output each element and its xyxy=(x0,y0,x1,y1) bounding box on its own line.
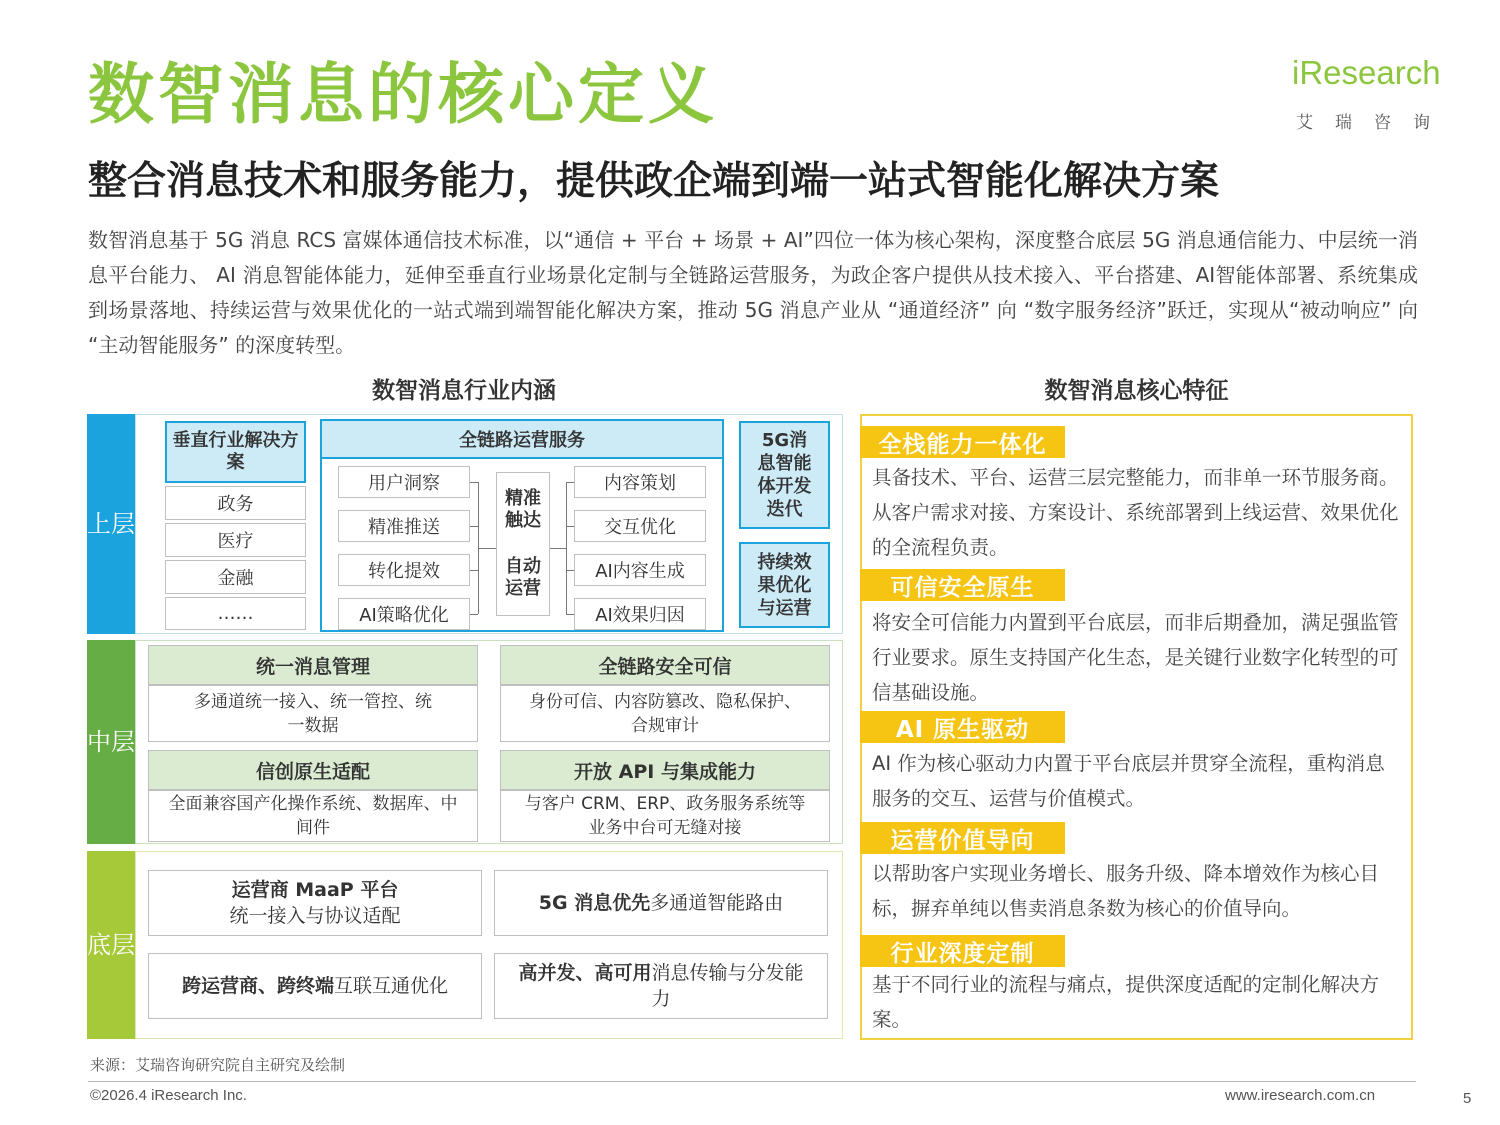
feature-tag-industry-custom: 行业深度定制 xyxy=(860,935,1065,967)
agent-dev-box: 5G消息智能体开发迭代 xyxy=(739,421,830,529)
right-section-heading: 数智消息核心特征 xyxy=(1044,378,1229,404)
feature-text-fullstack: 具备技术、平台、运营三层完整能力，而非单一环节服务商。从客户需求对接、方案设计、系统部署到上线运营、效果优化的全流程负责。 xyxy=(872,466,1399,559)
bottom-box-interop-bold: 跨运营商、跨终端 xyxy=(181,975,334,997)
footer-divider xyxy=(88,1081,1416,1082)
ops-left-item-2: 精准推送 xyxy=(338,510,470,542)
page-subtitle: 整合消息技术和服务能力，提供政企端到端一站式智能化解决方案 xyxy=(88,159,1220,204)
continuous-optimization-box: 持续效果优化与运营 xyxy=(739,542,830,628)
feature-tag-security: 可信安全原生 xyxy=(860,569,1065,601)
bottom-box-maap-bold: 运营商 MaaP 平台 xyxy=(231,879,399,901)
source-note: 来源：艾瑞咨询研究院自主研究及绘制 xyxy=(90,1056,346,1074)
ops-left-item-3: 转化提效 xyxy=(338,554,470,586)
bottom-box-concurrency xyxy=(494,953,828,1019)
vertical-item-medical: 医疗 xyxy=(165,523,306,557)
bottom-box-routing-rest: 多通道智能路由 xyxy=(650,892,784,914)
ops-center-top: 精准触达 xyxy=(505,488,541,531)
connector-left-tick-1 xyxy=(470,482,478,483)
connector-left-tick-2 xyxy=(470,526,478,527)
ops-right-item-3: AI内容生成 xyxy=(574,554,706,586)
ops-center-bottom: 自动运营 xyxy=(505,556,541,599)
logo-word: iResearch xyxy=(1292,54,1441,91)
vertical-solutions-head: 垂直行业解决方案 xyxy=(165,421,306,483)
connector-left-tick-4 xyxy=(470,614,478,615)
intro-paragraph: 数智消息基于 5G 消息 RCS 富媒体通信技术标准，以“通信 + 平台 + 场景 + AI”四位一体为核心架构，深度整合底层 5G 消息通信能力、中层统一消息平台能力、 AI 消息智能体能力，延伸至垂直行业场景化定制与全链路运营服务，为政企客户提供从技术接入、平台搭建、AI智能体部署、系统集成到场景落地、持续运营与效果优化的一站式端到端智能化解决方案，推动 5G 消息产业从 “通道经济” 向 “数字服务经济”跃迁，实现从“被动响应” 向 “主动智能服务” 的深度转型。 xyxy=(88,228,1418,357)
bottom-box-concurrency-bold: 高并发、高可用 xyxy=(518,962,652,984)
ops-service-head: 全链路运营服务 xyxy=(320,419,724,459)
ops-right-item-1: 内容策划 xyxy=(574,466,706,498)
middle-block-3-body: 全面兼容国产化操作系统、数据库、中间件 xyxy=(148,790,478,842)
feature-text-ai-native: AI 作为核心驱动力内置于平台底层并贯穿全流程，重构消息服务的交互、运营与价值模式。 xyxy=(872,752,1385,810)
ops-right-item-4: AI效果归因 xyxy=(574,598,706,630)
connector-right-vertical xyxy=(566,482,567,614)
connector-right-tick-2 xyxy=(566,526,574,527)
layer-label-bottom: 底层 xyxy=(87,851,135,1039)
ops-left-item-1: 用户洞察 xyxy=(338,466,470,498)
feature-tag-fullstack: 全栈能力一体化 xyxy=(860,426,1065,458)
bottom-box-maap xyxy=(148,870,482,936)
connector-right-tick-3 xyxy=(566,570,574,571)
connector-left-tick-3 xyxy=(470,570,478,571)
middle-block-4-body: 与客户 CRM、ERP、政务服务系统等业务中台可无缝对接 xyxy=(500,790,830,842)
page-title: 数智消息的核心定义 xyxy=(88,56,718,133)
bottom-box-routing xyxy=(494,870,828,936)
ops-right-item-2: 交互优化 xyxy=(574,510,706,542)
bottom-box-maap-rest: 统一接入与协议适配 xyxy=(229,905,401,927)
copyright: ©2026.4 iResearch Inc. xyxy=(90,1087,247,1104)
page-number: 5 xyxy=(1463,1090,1472,1107)
feature-tag-ai-native: AI 原生驱动 xyxy=(860,711,1065,743)
feature-text-operation-value: 以帮助客户实现业务增长、服务升级、降本增效作为核心目标，摒弃单纯以售卖消息条数为核心的价值导向。 xyxy=(872,862,1380,920)
ops-left-item-4: AI策略优化 xyxy=(338,598,470,630)
bottom-box-routing-bold: 5G 消息优先 xyxy=(538,892,651,914)
layer-label-middle: 中层 xyxy=(87,640,135,844)
feature-text-industry-custom: 基于不同行业的流程与痛点，提供深度适配的定制化解决方案。 xyxy=(872,973,1380,1031)
vertical-item-gov: 政务 xyxy=(165,486,306,520)
iresearch-logo xyxy=(1288,48,1458,134)
connector-left-mid xyxy=(478,548,496,549)
middle-block-1-body: 多通道统一接入、统一管控、统一数据 xyxy=(148,685,478,742)
middle-block-1-head: 统一消息管理 xyxy=(148,645,478,685)
middle-block-4-head: 开放 API 与集成能力 xyxy=(500,750,830,790)
feature-text-security: 将安全可信能力内置到平台底层，而非后期叠加，满足强监管行业要求。原生支持国产化生态，是关键行业数字化转型的可信基础设施。 xyxy=(872,611,1399,704)
middle-block-3-head: 信创原生适配 xyxy=(148,750,478,790)
middle-block-2-head: 全链路安全可信 xyxy=(500,645,830,685)
connector-right-tick-4 xyxy=(566,614,574,615)
middle-block-2-body: 身份可信、内容防篡改、隐私保护、合规审计 xyxy=(500,685,830,742)
logo-cn: 艾瑞咨询 xyxy=(1296,113,1452,133)
bottom-box-concurrency-rest: 消息传输与分发能力 xyxy=(651,962,804,1010)
vertical-item-finance: 金融 xyxy=(165,560,306,594)
bottom-box-interop-rest: 互联互通优化 xyxy=(334,975,449,997)
layer-label-upper: 上层 xyxy=(87,414,135,634)
vertical-item-more: …… xyxy=(165,597,306,630)
connector-right-tick-1 xyxy=(566,482,574,483)
bottom-box-interop xyxy=(148,953,482,1019)
feature-tag-operation-value: 运营价值导向 xyxy=(860,822,1065,854)
website-link[interactable]: www.iresearch.com.cn xyxy=(1225,1087,1376,1104)
left-section-heading: 数智消息行业内涵 xyxy=(372,378,556,404)
connector-right-mid xyxy=(550,548,566,549)
ops-center-box xyxy=(496,472,550,616)
